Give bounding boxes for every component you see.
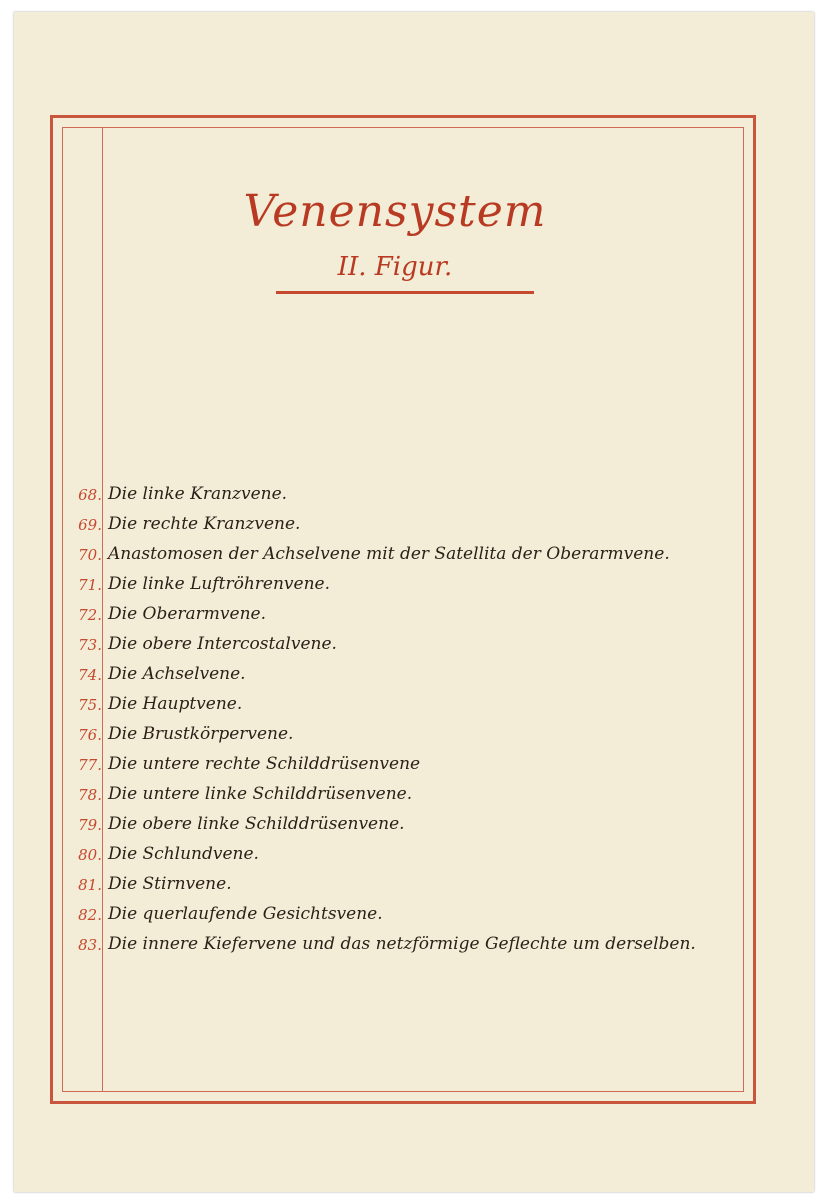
- legend-entry: [0, 478, 826, 508]
- legend-entry: [0, 628, 826, 658]
- entry-number: 70.: [78, 546, 102, 564]
- legend-entry: [0, 868, 826, 898]
- legend-entry: [0, 718, 826, 748]
- entry-number: 71.: [78, 576, 102, 594]
- legend-entry: [0, 928, 826, 958]
- entry-number: 81.: [78, 876, 102, 894]
- entry-text: Die Schlundvene.: [108, 844, 259, 864]
- title-underline: [276, 291, 534, 294]
- entry-number: 78.: [78, 786, 102, 804]
- legend-entry: [0, 508, 826, 538]
- entry-text: Die Stirnvene.: [108, 874, 232, 894]
- legend-entry: [0, 688, 826, 718]
- entry-text: Die obere Intercostalvene.: [108, 634, 337, 654]
- entry-text: Die Hauptvene.: [108, 694, 243, 714]
- entry-number: 77.: [78, 756, 102, 774]
- legend-entry: [0, 838, 826, 868]
- legend-entry: [0, 808, 826, 838]
- legend-entry: [0, 898, 826, 928]
- entry-text: Die Achselvene.: [108, 664, 246, 684]
- entry-number: 69.: [78, 516, 102, 534]
- legend-entry: [0, 748, 826, 778]
- entry-text: Die innere Kiefervene und das netzförmige Geflechte um derselben.: [108, 934, 696, 954]
- entry-text: Die Brustkörpervene.: [108, 724, 294, 744]
- entry-number: 68.: [78, 486, 102, 504]
- legend-entry: [0, 568, 826, 598]
- legend-entry: [0, 598, 826, 628]
- page-subtitle: II. Figur.: [337, 252, 453, 282]
- legend-entry: [0, 658, 826, 688]
- entry-number: 79.: [78, 816, 102, 834]
- entry-number: 80.: [78, 846, 102, 864]
- entry-text: Die untere linke Schilddrüsenvene.: [108, 784, 413, 804]
- entry-text: Die obere linke Schilddrüsenvene.: [108, 814, 405, 834]
- entry-number: 75.: [78, 696, 102, 714]
- entry-text: Die Oberarmvene.: [108, 604, 266, 624]
- legend-entry: [0, 778, 826, 808]
- entry-text: Anastomosen der Achselvene mit der Satellita der Oberarmvene.: [108, 544, 670, 564]
- entry-number: 72.: [78, 606, 102, 624]
- entry-text: Die rechte Kranzvene.: [108, 514, 301, 534]
- entry-text: Die linke Luftröhrenvene.: [108, 574, 331, 594]
- entry-number: 76.: [78, 726, 102, 744]
- entry-text: Die querlaufende Gesichtsvene.: [108, 904, 383, 924]
- page-title: Venensystem: [243, 186, 547, 237]
- legend-entry: [0, 538, 826, 568]
- entry-text: Die untere rechte Schilddrüsenvene: [108, 754, 421, 774]
- entry-number: 83.: [78, 936, 102, 954]
- entry-number: 82.: [78, 906, 102, 924]
- entry-number: 73.: [78, 636, 102, 654]
- entry-text: Die linke Kranzvene.: [108, 484, 288, 504]
- entry-number: 74.: [78, 666, 102, 684]
